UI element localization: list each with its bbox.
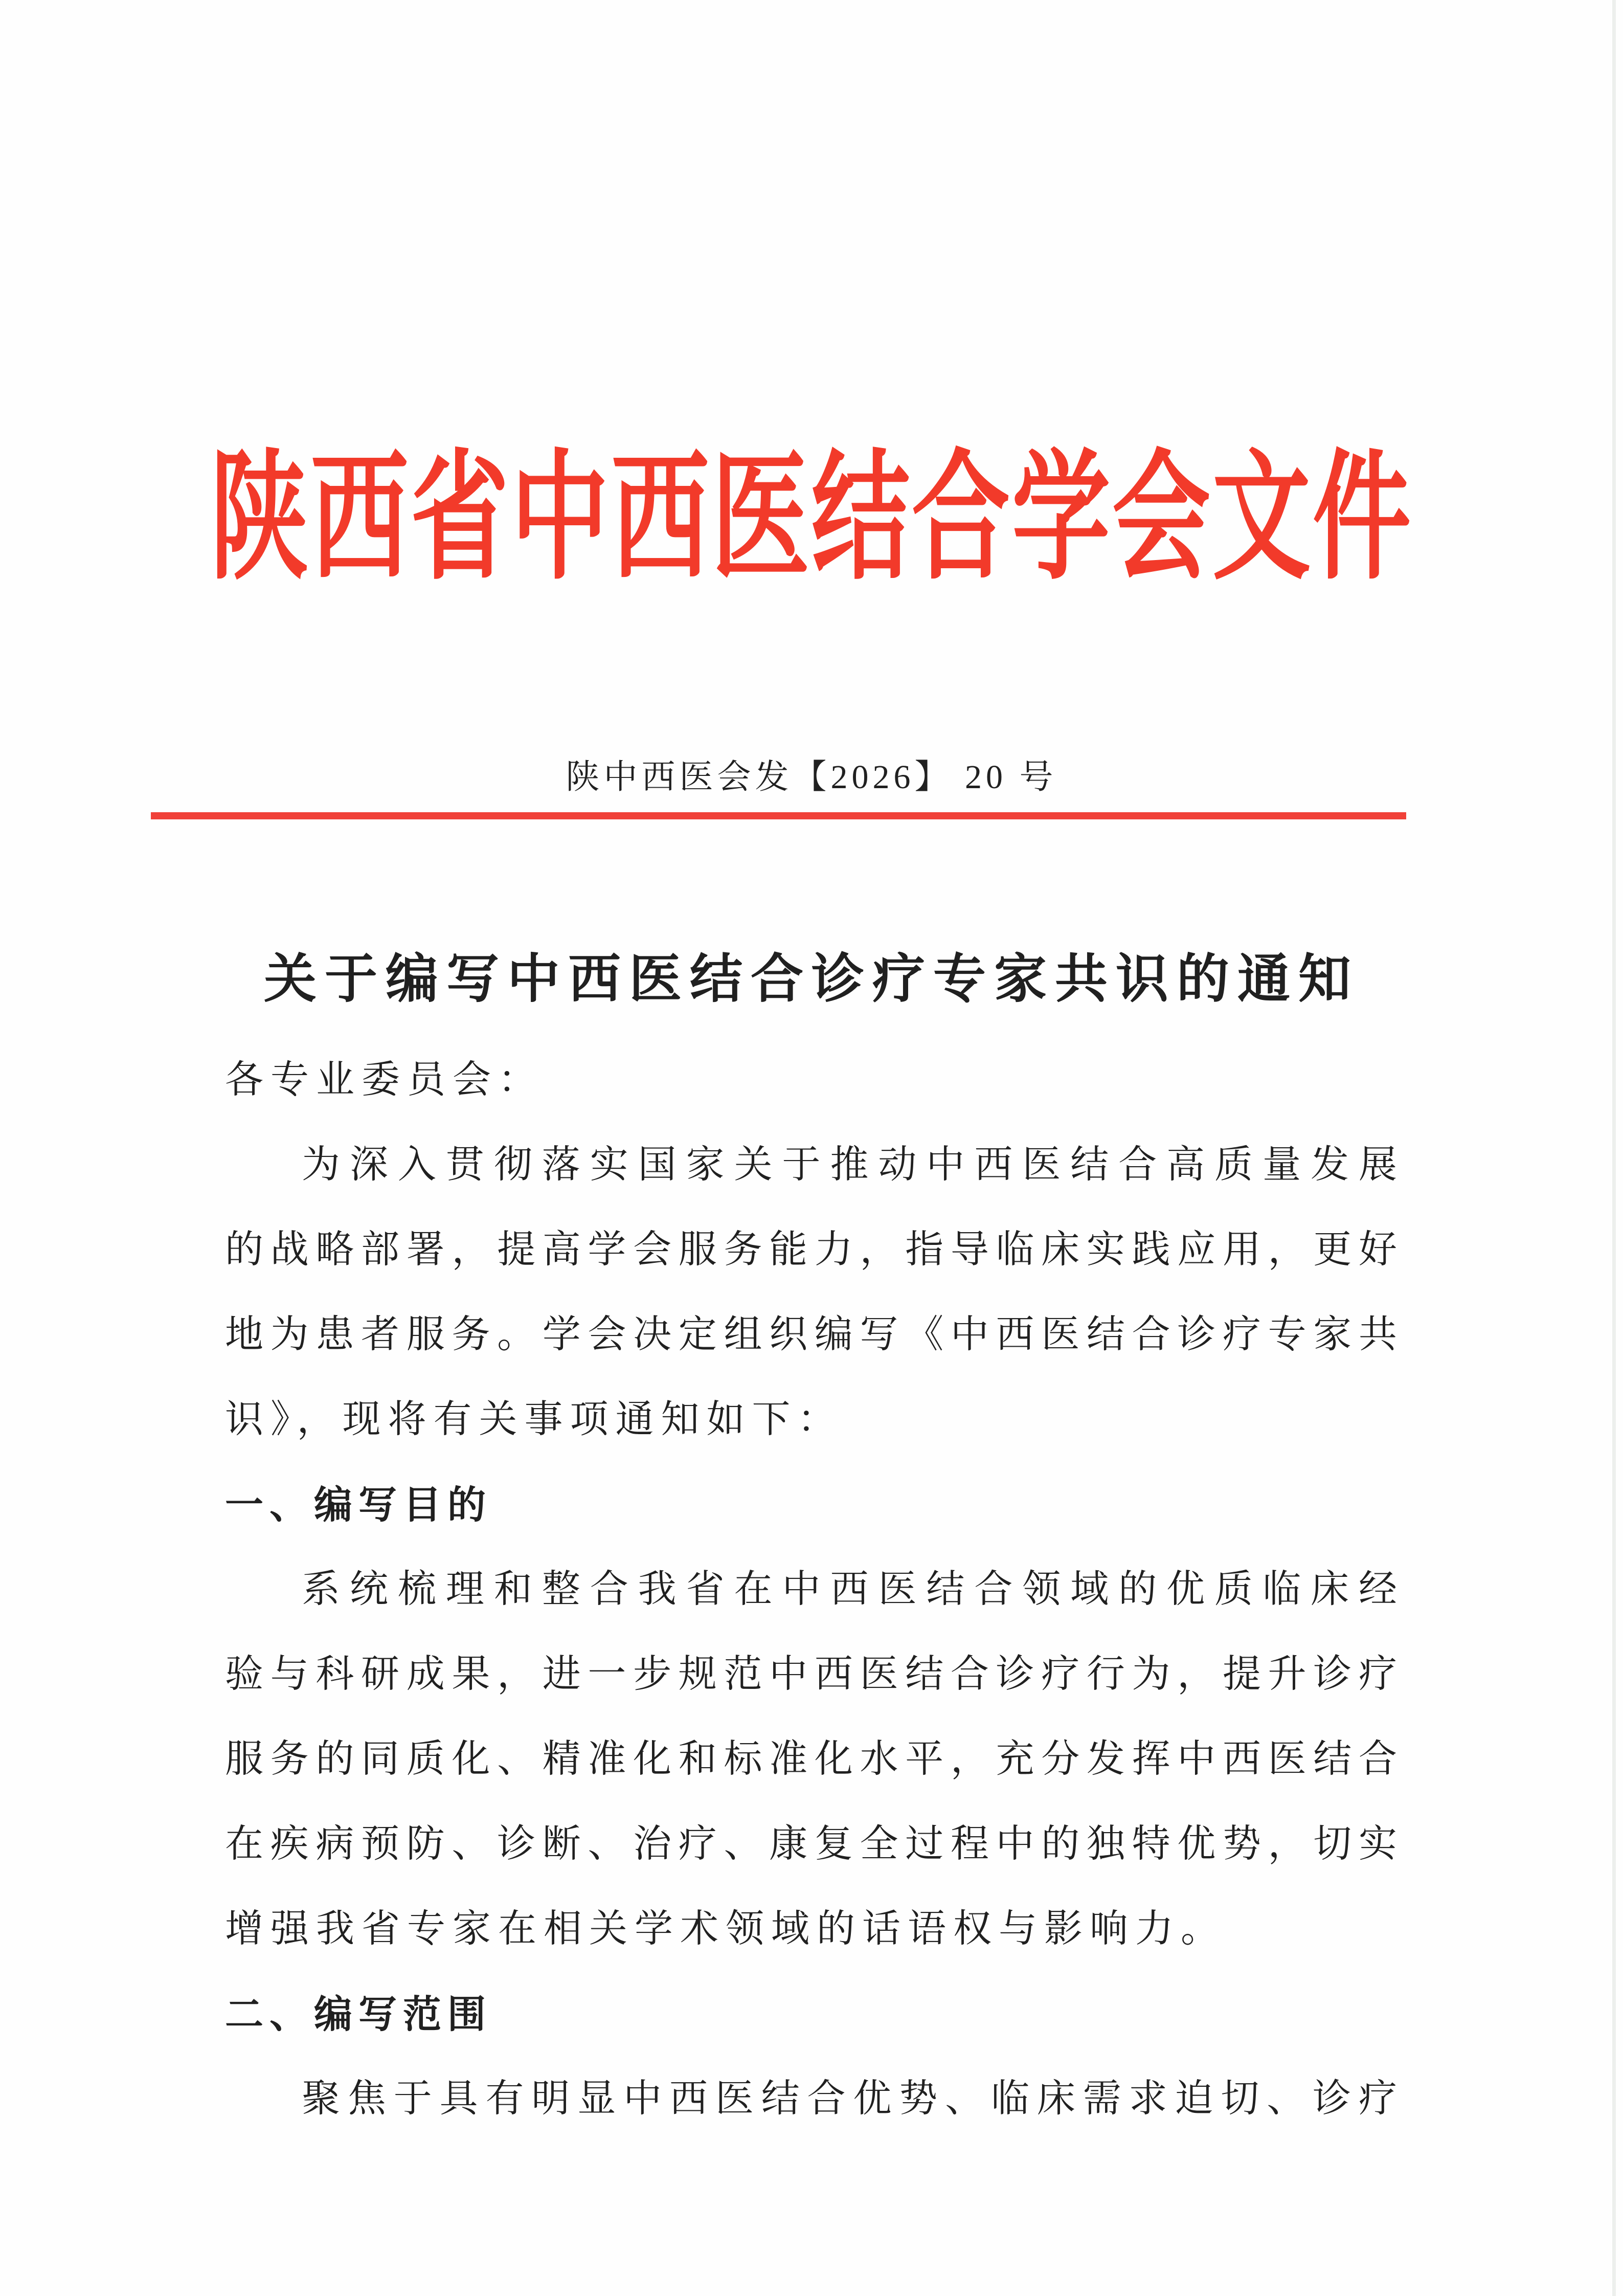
notice-title: 关于编写中西医结合诊疗专家共识的通知 (264, 950, 1359, 1009)
body-line: 二、编写范围 (225, 1993, 492, 2036)
body-line: 为深入贯彻落实国家关于推动中西医结合高质量发展 (302, 1144, 1397, 1186)
notice-body (225, 1038, 1397, 2142)
body-line: 聚焦于具有明显中西医结合优势、临床需求迫切、诊疗 (302, 2078, 1397, 2120)
body-line: 在疾病预防、诊断、治疗、康复全过程中的独特优势，切实 (225, 1823, 1397, 1865)
body-line: 服务的同质化、精准化和标准化水平，充分发挥中西医结合 (225, 1738, 1397, 1780)
body-line: 验与科研成果，进一步规范中西医结合诊疗行为，提升诊疗 (225, 1653, 1397, 1696)
body-lines (225, 1123, 1397, 2142)
body-line: 增强我省专家在相关学术领域的话语权与影响力。 (225, 1908, 1227, 1950)
body-line: 系统梳理和整合我省在中西医结合领域的优质临床经 (302, 1568, 1397, 1611)
scan-artifact-right-edge (1612, 0, 1616, 2296)
body-line: 一、编写目的 (225, 1483, 492, 1526)
salutation: 各专业委员会： (225, 1059, 544, 1101)
red-divider-rule (151, 812, 1406, 819)
document-number: 陕中西医会发【2026】 20 号 (566, 759, 1057, 796)
body-line: 地为患者服务。学会决定组织编写《中西医结合诊疗专家共 (225, 1313, 1397, 1356)
org-header-title: 陕西省中西医结合学会文件 (210, 441, 1413, 596)
body-line: 识》，现将有关事项通知如下： (225, 1398, 843, 1441)
body-line: 的战略部署，提高学会服务能力，指导临床实践应用，更好 (225, 1229, 1397, 1271)
